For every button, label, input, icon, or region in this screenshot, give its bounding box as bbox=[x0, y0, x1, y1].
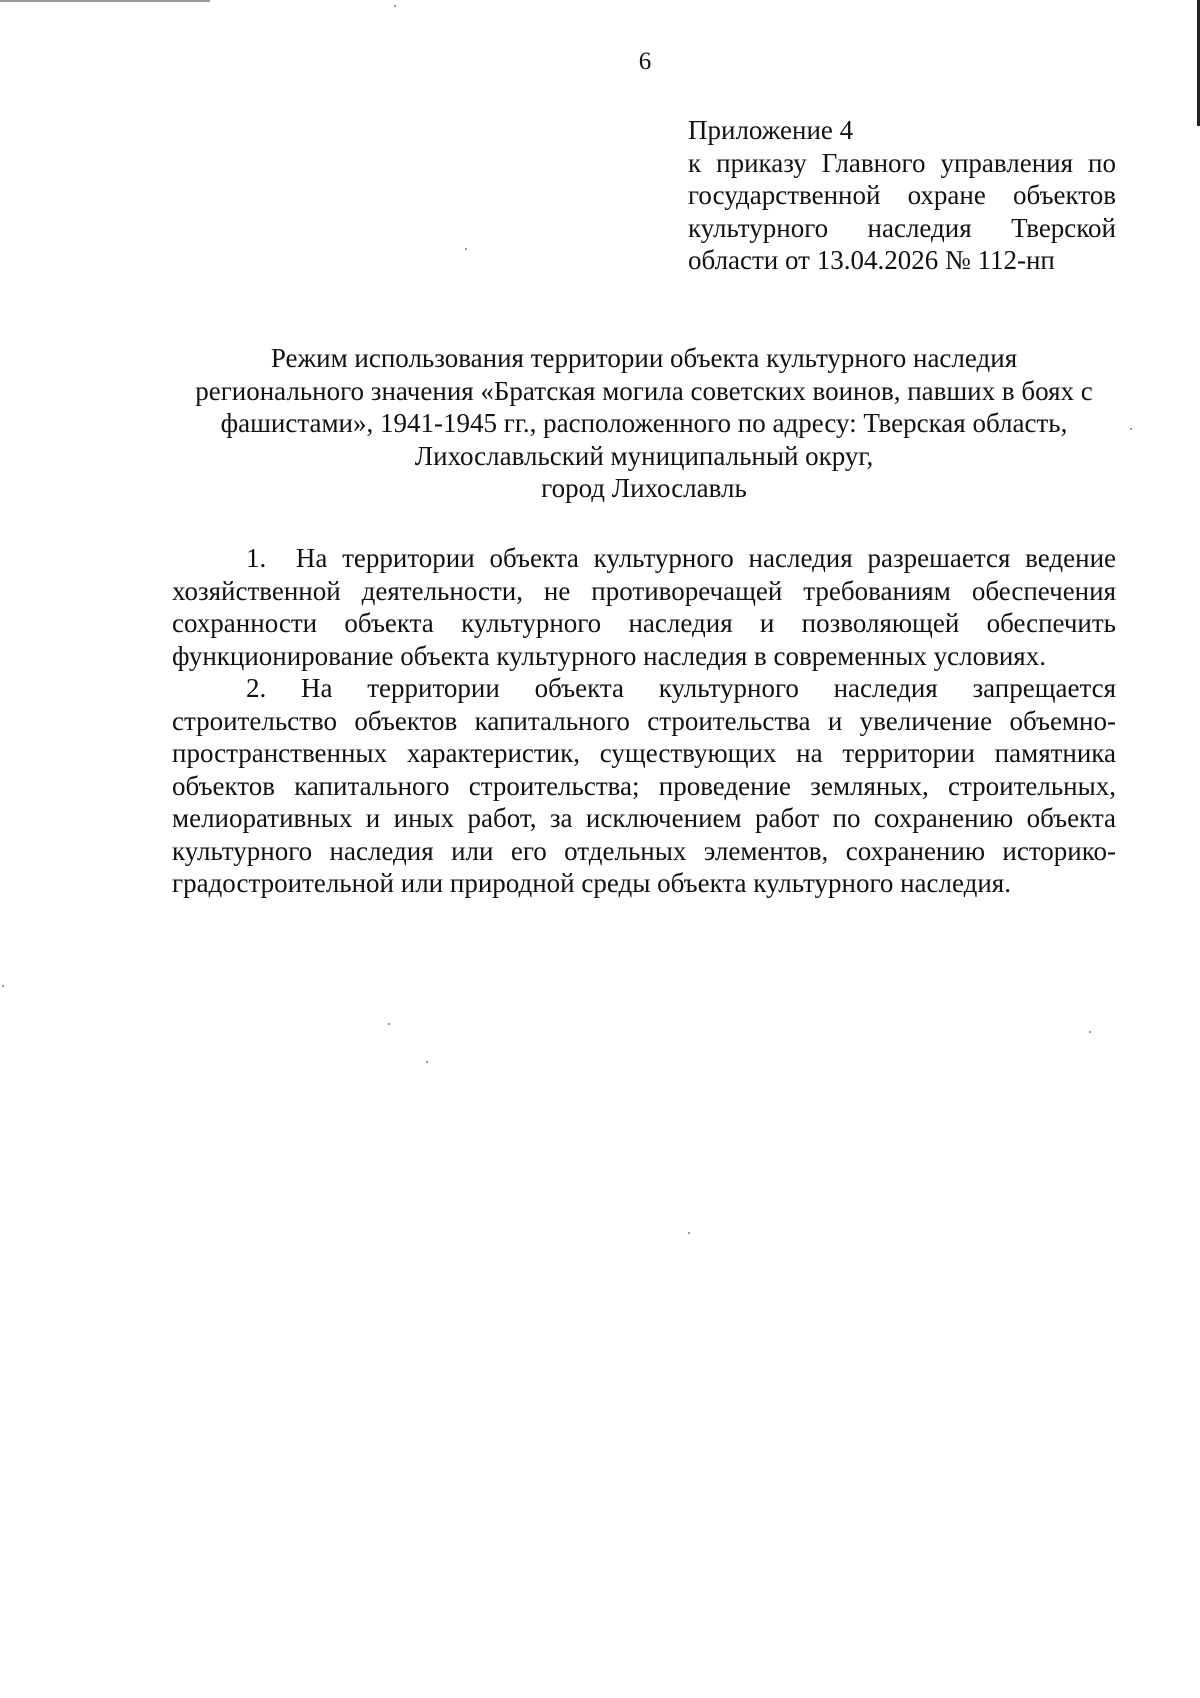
scan-speck bbox=[465, 248, 467, 250]
scan-speck bbox=[1089, 1031, 1091, 1033]
annex-line: культурного наследия Тверской bbox=[688, 212, 1116, 243]
paragraph-1 bbox=[172, 542, 1116, 672]
annex-line: области от 13.04.2026 № 112-нп bbox=[688, 245, 1055, 275]
title-line: фашистами», 1941-1945 гг., расположенного по адресу: Тверская область, bbox=[220, 408, 1068, 438]
paragraph-text: На территории объекта культурного наследия запрещается строительство объектов капитального строительства и увеличение объемно-пространственных характеристик, существующих на территории памятника объектов капитального строительства; проведение земляных, строительных, мелиоративных и иных работ, за исключением работ по сохранению объекта культурного наследия или его отдельных элементов, сохранению историко-градостроительной или природной среды объекта культурного наследия. bbox=[172, 673, 1117, 898]
scan-edge-top bbox=[0, 0, 210, 2]
document-title bbox=[172, 342, 1116, 505]
title-line: Лихославльский муниципальный округ, bbox=[414, 440, 874, 471]
annex-block bbox=[688, 114, 1116, 277]
paragraph-2 bbox=[172, 672, 1116, 900]
annex-line: к приказу Главного управления по bbox=[688, 147, 1116, 178]
title-line: город Лихославль bbox=[541, 473, 747, 503]
scan-speck bbox=[688, 1232, 690, 1234]
paragraph-number: 1. bbox=[246, 543, 267, 573]
scan-speck bbox=[2, 985, 4, 987]
scan-speck bbox=[1130, 428, 1132, 430]
scan-speck bbox=[388, 1023, 390, 1025]
paragraph-text: На территории объекта культурного наследия разрешается ведение хозяйственной деятельности, не противоречащей требованиям обеспечения сохранности объекта культурного наследия и позволяющей обеспечить функционирование объекта культурного наследия в современных условиях. bbox=[172, 543, 1117, 671]
page-number: 6 bbox=[638, 48, 652, 75]
annex-heading: Приложение 4 bbox=[688, 115, 854, 145]
scan-speck bbox=[394, 5, 396, 7]
document-body bbox=[172, 542, 1116, 900]
title-line: регионального значения «Братская могила советских воинов, павших в боях с bbox=[195, 375, 1093, 406]
scan-speck bbox=[426, 1061, 428, 1063]
title-line: Режим использования территории объекта культурного наследия bbox=[270, 343, 1018, 373]
paragraph-number: 2. bbox=[246, 673, 267, 703]
annex-line: государственной охране объектов bbox=[688, 180, 1116, 210]
